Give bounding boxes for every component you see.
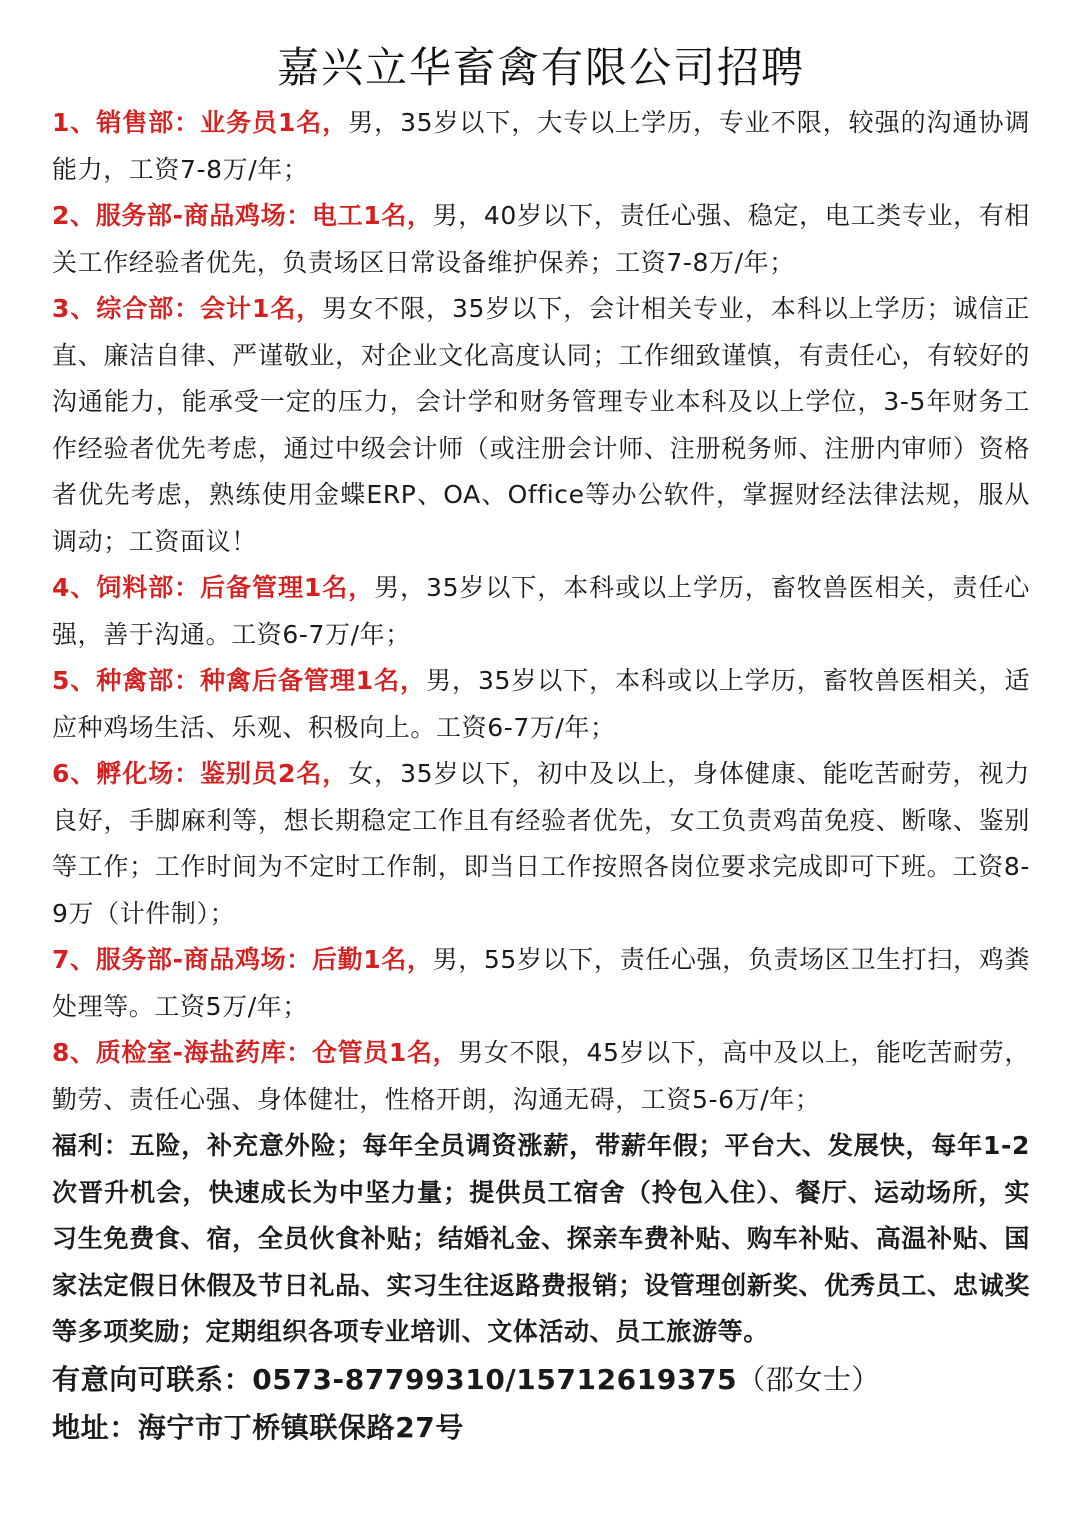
contact-line bbox=[52, 1356, 1030, 1404]
job-6-description: 女，35岁以下，初中及以上，身体健康、能吃苦耐劳，视力良好，手脚麻利等，想长期稳定工作且有经验者优先，女工负责鸡苗免疫、断喙、鉴别等工作；工作时间为不定时工作制，即当日工作按照各岗位要求完成即可下班。工资8-9万（计件制）； bbox=[52, 759, 1030, 928]
job-6-heading: 6、孵化场：鉴别员2名， bbox=[52, 759, 349, 788]
job-item-2 bbox=[52, 193, 1030, 286]
job-2-description: 男，40岁以下，责任心强、稳定，电工类专业，有相关工作经验者优先，负责场区日常设备维护保养；工资7-8万/年； bbox=[52, 201, 1030, 277]
address-line bbox=[52, 1404, 1030, 1452]
job-5-heading: 5、种禽部：种禽后备管理1名， bbox=[52, 666, 427, 695]
job-item-1 bbox=[52, 100, 1030, 193]
job-5-description: 男，35岁以下，本科或以上学历，畜牧兽医相关，适应种鸡场生活、乐观、积极向上。工资6-7万/年； bbox=[52, 666, 1030, 742]
job-item-4 bbox=[52, 565, 1030, 658]
job-4-heading: 4、饲料部：后备管理1名， bbox=[52, 573, 375, 602]
job-3-heading: 3、综合部：会计1名， bbox=[52, 294, 323, 323]
job-8-description: 男女不限，45岁以下，高中及以上，能吃苦耐劳，勤劳、责任心强、身体健壮，性格开朗，沟通无碍，工资5-6万/年； bbox=[52, 1038, 1030, 1114]
address-value: 海宁市丁桥镇联保路27号 bbox=[137, 1410, 464, 1444]
job-item-3 bbox=[52, 286, 1030, 565]
job-8-heading: 8、质检室-海盐药库：仓管员1名， bbox=[52, 1038, 459, 1067]
contact-label: 有意向可联系： bbox=[52, 1362, 253, 1396]
job-item-5 bbox=[52, 658, 1030, 751]
job-4-description: 男，35岁以下，本科或以上学历，畜牧兽医相关，责任心强，善于沟通。工资6-7万/年； bbox=[52, 573, 1030, 649]
contact-person: （邵女士） bbox=[737, 1362, 881, 1396]
job-1-description: 男，35岁以下，大专以上学历，专业不限，较强的沟通协调能力，工资7-8万/年； bbox=[52, 108, 1030, 184]
job-7-description: 男，55岁以下，责任心强，负责场区卫生打扫，鸡粪处理等。工资5万/年； bbox=[52, 945, 1030, 1021]
job-7-heading: 7、服务部-商品鸡场：后勤1名， bbox=[52, 945, 433, 974]
job-item-6 bbox=[52, 751, 1030, 937]
job-item-8 bbox=[52, 1030, 1030, 1123]
job-3-description: 男女不限，35岁以下，会计相关专业，本科以上学历；诚信正直、廉洁自律、严谨敬业，对企业文化高度认同；工作细致谨慎，有责任心，有较好的沟通能力，能承受一定的压力，会计学和财务管理专业本科及以上学位，3-5年财务工作经验者优先考虑，通过中级会计师（或注册会计师、注册税务师、注册内审师）资格者优先考虑，熟练使用金蝶ERP、OA、Office等办公软件，掌握财经法律法规，服从调动；工资面议！ bbox=[52, 294, 1030, 556]
contact-phone: 0573-87799310/15712619375 bbox=[252, 1362, 738, 1396]
job-1-heading: 1、销售部：业务员1名， bbox=[52, 108, 349, 137]
benefits-paragraph: 福利：五险，补充意外险；每年全员调资涨薪，带薪年假；平台大、发展快，每年1-2次晋升机会，快速成长为中坚力量；提供员工宿舍（拎包入住）、餐厅、运动场所，实习生免费食、宿，全员伙食补贴；结婚礼金、探亲车费补贴、购车补贴、高温补贴、国家法定假日休假及节日礼品、实习生往返路费报销；设管理创新奖、优秀员工、忠诚奖等多项奖励；定期组织各项专业培训、文体活动、员工旅游等。 bbox=[52, 1131, 1030, 1346]
address-label: 地址： bbox=[52, 1410, 138, 1444]
page-title: 嘉兴立华畜禽有限公司招聘 bbox=[276, 43, 805, 92]
job-2-heading: 2、服务部-商品鸡场：电工1名， bbox=[52, 201, 433, 230]
job-item-7 bbox=[52, 937, 1030, 1030]
